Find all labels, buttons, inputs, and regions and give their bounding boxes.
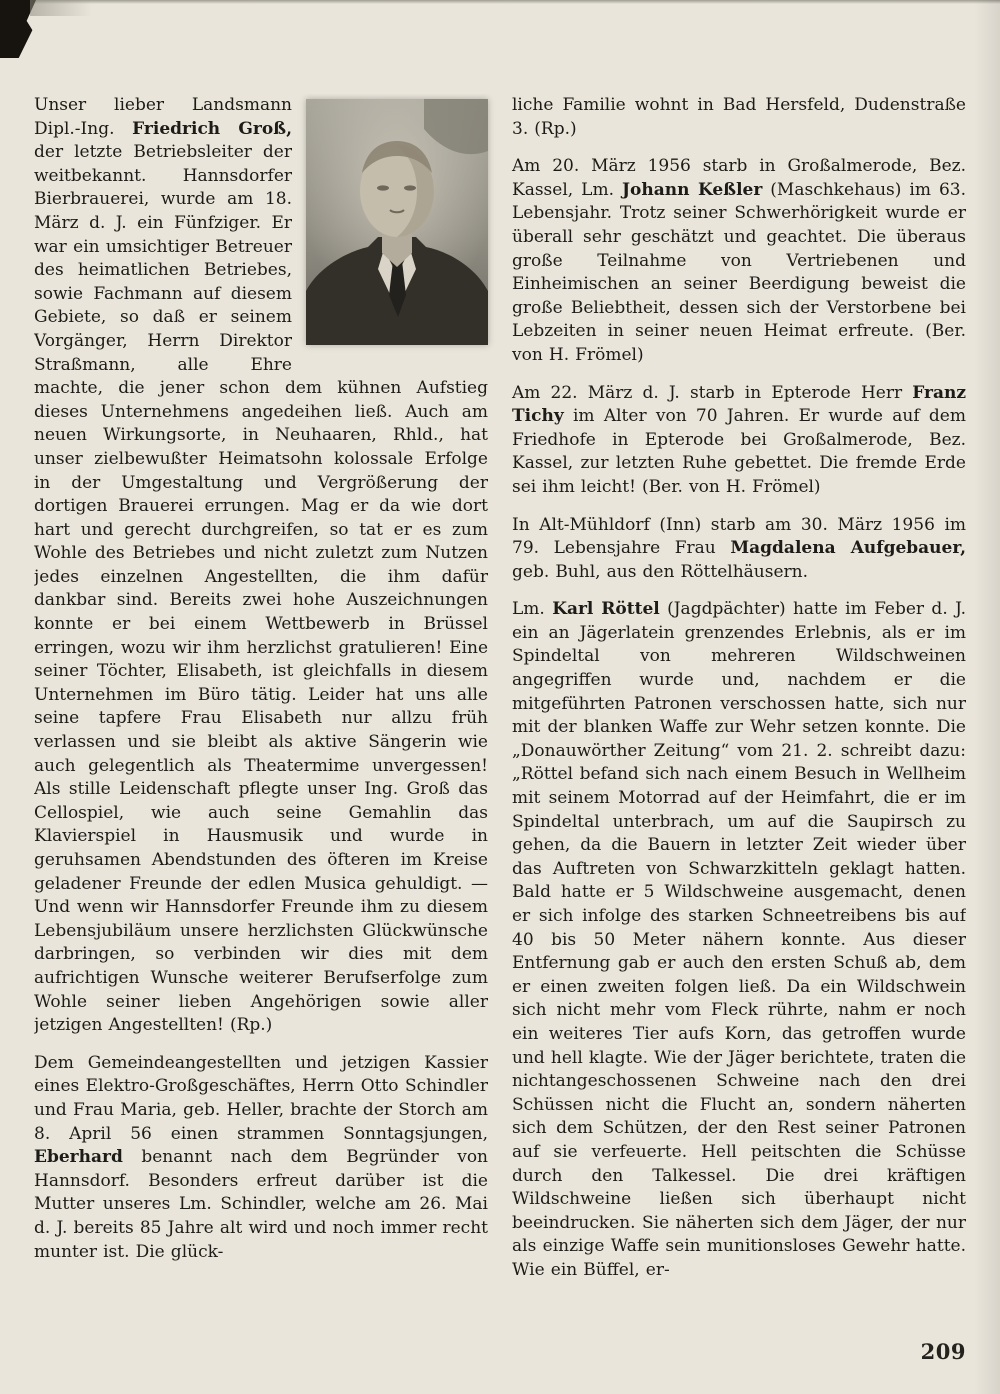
text-columns bbox=[34, 94, 966, 1352]
emphasized-name: Franz Tichy bbox=[512, 382, 966, 427]
text-run: Unser lieber Landsmann Dipl.-Ing. bbox=[34, 95, 292, 139]
text-run: liche Familie wohnt in Bad Hersfeld, Dudenstraße 3. (Rp.) bbox=[512, 95, 966, 139]
page-number: 209 bbox=[920, 1339, 966, 1364]
scan-smudge bbox=[30, 0, 92, 16]
text-run: geb. Buhl, aus den Röttelhäusern. bbox=[512, 561, 808, 582]
text-run: Am 22. März d. J. starb in Epterode Herr bbox=[512, 382, 913, 403]
scan-right-edge-shadow bbox=[974, 0, 1000, 1394]
text-run: im Alter von 70 Jahren. Er wurde auf dem Friedhofe in Epterode bei Großalmerode, Bez. Kassel, zur letzten Ruhe gebettet. Die fremde Erde sei ihm leicht! (Ber. von H. Frömel) bbox=[512, 406, 966, 497]
text-run: Dem Gemeindeangestellten und jetzigen Kassier eines Elektro-Großgeschäftes, Herrn Otto Schindler und Frau Maria, geb. Heller, brachte der Storch am 8. April 56 einen strammen Sonntagsjungen, bbox=[34, 1052, 488, 1144]
paragraph bbox=[34, 1052, 488, 1264]
column-left bbox=[34, 94, 488, 1352]
paragraph bbox=[34, 94, 488, 1038]
portrait-photo bbox=[306, 99, 488, 345]
portrait-photo-image bbox=[306, 99, 488, 345]
emphasized-name: Karl Röttel bbox=[552, 599, 660, 620]
paragraph bbox=[512, 514, 966, 585]
paragraph bbox=[512, 382, 966, 500]
text-run: der letzte Betriebsleiter der weitbekannt. Hannsdorfer Bierbrauerei, wurde am 18. März d. J. ein Fünfziger. Er war ein umsichtiger Betreuer des heimatlichen Betriebes, sowie Fachmann auf diesem Gebiete, so daß er seinem Vorgänger, Herrn Direktor Straßmann, alle Ehre machte, die jener schon dem kühnen Aufstieg dieses Unternehmens angedeihen ließ. Auch am neuen Wirkungsorte, in Neuhaaren, Rhld., hat unser zielbewußter Heimatsohn kolossale Erfolge in der Umgestaltung und Vergrößerung der dortigen Brauerei errungen. Mag er da wie dort hart und gerecht durchgreifen, so tat er es zum Wohle des Betriebes und nicht zuletzt zum Nutzen jedes einzelnen Angestellten, die ihm dafür dankbar sind. Bereits zwei hohe Auszeichnungen konnte er bei einem Wettbewerb in Brüssel erringen, wozu wir ihm herzlichst gratulieren! Eine seiner Töchter, Elisabeth, ist gleichfalls in diesem Unternehmen im Büro tätig. Leider hat uns alle seine tapfere Frau Elisabeth nur allzu früh verlassen und sie bleibt als aktive Sängerin wie auch gelegentlich als Theatermime unvergessen! Als stille Leidenschaft pflegte unser Ing. Groß das Cellospiel, wie auch seine Gemahlin das Klavierspiel in Hausmusik und wurde in geruhsamen Abendstunden des öfteren im Kreise geladener Freunde der edlen Musica gehuldigt. — Und wenn wir Hannsdorfer Freunde ihm zu diesem Lebensjubiläum unsere herzlichsten Glückwünsche darbringen, so verbinden wir dies mit dem aufrichtigen Wunsche weiterer Berufserfolge zum Wohle seiner lieben Angehörigen sowie aller jetzigen Angestellten! (Rp.) bbox=[34, 142, 488, 1036]
scan-top-edge-shadow bbox=[0, 0, 1000, 4]
emphasized-name: Magdalena Aufgebauer, bbox=[730, 538, 966, 559]
paragraph bbox=[512, 94, 966, 141]
text-run: benannt nach dem Begründer von Hannsdorf. Besonders erfreut darüber ist die Mutter unseres Lm. Schindler, welche am 26. Mai d. J. bereits 85 Jahre alt wird und noch immer recht munter ist. Die glück- bbox=[34, 1147, 488, 1262]
text-run: In Alt-Mühldorf (Inn) starb am 30. März 1956 im 79. Lebensjahre Frau bbox=[512, 514, 966, 559]
text-run: Am 20. März 1956 starb in Großalmerode, Bez. Kassel, Lm. bbox=[512, 156, 966, 200]
text-run: Lm. bbox=[512, 599, 553, 620]
emphasized-name: Eberhard bbox=[34, 1147, 123, 1168]
column-right bbox=[512, 94, 966, 1352]
emphasized-name: Friedrich Groß, bbox=[132, 118, 292, 139]
text-run: (Jagdpächter) hatte im Feber d. J. ein an Jägerlatein grenzendes Erlebnis, als er im Spindeltal von mehreren Wildschweinen angegriffen wurde und, nachdem er die mitgeführten Patronen verschossen hatte, sich nur mit der blanken Waffe zur Wehr setzen konnte. Die „Donauwörther Zeitung“ vom 21. 2. schreibt dazu: „Röttel befand sich nach einem Besuch in Wellheim mit seinem Motorrad auf der Heimfahrt, die er im Spindeltal unterbrach, um auf die Saupirsch zu gehen, da die Bauern in letzter Zeit wieder über das Auftreten von Schwarzkitteln geklagt hatten. Bald hatte er 5 Wildschweine ausgemacht, denen er sich infolge des starken Schneetreibens bis auf 40 bis 50 Meter nähern konnte. Aus dieser Entfernung gab er auch den ersten Schuß ab, dem er einen zweiten folgen ließ. Da ein Wildschwein sich nicht mehr vom Fleck rührte, nahm er noch ein weiteres Tier aufs Korn, das getroffen wurde und hell klagte. Wie der Jäger berichtete, traten die nichtangeschossenen Schweine nach den drei Schüssen nicht die Flucht an, sondern näherten sich dem Schützen, der den Rest seiner Patronen auf sie verfeuerte. Hell peitschten die Schüsse durch den Talkessel. Die drei kräftigen Wildschweine ließen sich überhaupt nicht beeindrucken. Sie näherten sich dem Jäger, der nur als einzige Waffe sein munitionsloses Gewehr hatte. Wie ein Büffel, er- bbox=[512, 599, 966, 1280]
paragraph bbox=[512, 598, 966, 1282]
text-run: (Maschkehaus) im 63. Lebensjahr. Trotz seiner Schwerhörigkeit wurde er überall sehr geschätzt und geachtet. Die überaus große Teilnahme von Vertriebenen und Einheimischen an seiner Beerdigung beweist die große Beliebtheit, dessen sich der Verstorbene bei Lebzeiten in seiner neuen Heimat erfreute. (Ber. von H. Frömel) bbox=[512, 179, 966, 365]
paragraph bbox=[512, 155, 966, 367]
emphasized-name: Johann Keßler bbox=[621, 179, 763, 200]
